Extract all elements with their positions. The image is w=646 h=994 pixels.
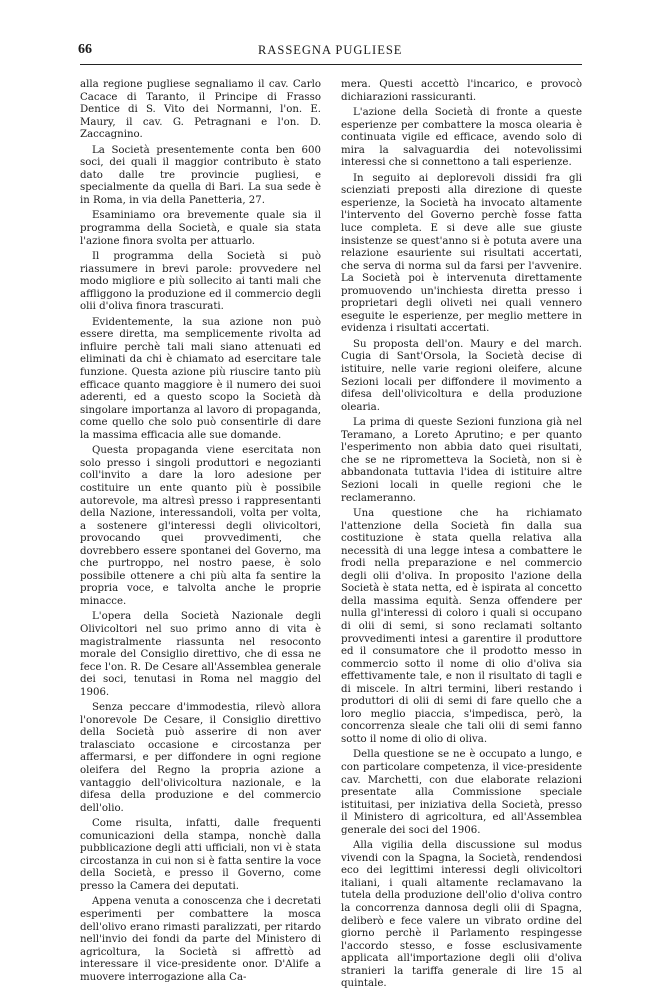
paragraph: Appena venuta a conoscenza che i decretati esperimenti per combattere la mosca dell'olivo erano rimasti paralizzati, per ritardo nell'invio dei fondi da parte del Ministero di agricoltura, la Società si affrettò ad interessare il vice-presidente onor. D'Alife a muovere interrogazione alla Ca- xyxy=(80,896,321,983)
paragraph: Alla vigilia della discussione sul modus vivendi con la Spagna, la Società, rendendosi eco dei legittimi interessi degli olivicoltori italiani, i quali altamente reclamavano la tutela della produzione dell'olio d'oliva contro la concorrenza dannosa degli olii di Spagna, deliberò e fece valere un vibrato ordine del giorno perchè il Parlamento respingesse l'accordo stesso, e fosse esclusivamente applicata all'importazione degli olii d'oliva stranieri la tariffa generale di lire 15 al quintale. xyxy=(341,840,582,990)
page-number: 66 xyxy=(78,42,92,57)
paragraph: Su proposta dell'on. Maury e del march. Cugia di Sant'Orsola, la Società decise di istituire, nelle varie regioni oleifere, alcune Sezioni locali per diffondere il movimento a difesa dell'olivicoltura e della produzione olearia. xyxy=(341,338,582,413)
paragraph: Della questione se ne è occupato a lungo, e con particolare competenza, il vice-presidente cav. Marchetti, con due elaborate relazioni presentate alla Commissione speciale istituitasi, per iniziativa della Società, presso il Ministero di agricoltura, ed all'Assemblea generale dei soci del 1906. xyxy=(341,749,582,836)
paragraph: Esaminiamo ora brevemente quale sia il programma della Società, e quale sia stata l'azione finora svolta per attuarlo. xyxy=(80,210,321,247)
header-rule xyxy=(80,64,582,65)
paragraph: La prima di queste Sezioni funziona già nel Teramano, a Loreto Aprutino; e per quanto l'esperimento non abbia dato quei risultati, che se ne ripromettevа la Società, non si è abbandonata tuttavia l'idea di istituire altre Sezioni locali in quelle regioni che le reclameranno. xyxy=(341,417,582,504)
paragraph: Una questione che ha richiamato l'attenzione della Società fin dalla sua costituzione è stata quella relativa alla necessità di una legge intesa a combattere le frodi nella preparazione e nel commercio degli olii d'oliva. In proposito l'azione della Società è stata netta, ed è ispirata al concetto della massima equità. Senza offendere per nulla gl'interessi di coloro i quali si occupano di olii di semi, si sono reclamati soltanto provvedimenti intesi a garentire il produttore ed il consumatore che il prodotto messo in commercio sotto il nome di olio d'oliva sia effettivamente tale, e non il risultato di tagli e di miscele. In altri termini, liberi restando i produttori di olii di semi di fare quello che a loro meglio piaccia, s'impedisca, però, la concorrenza sleale che tali olii di semi fanno sotto il nome di olio di oliva. xyxy=(341,508,582,745)
paragraph: Senza peccare d'immodestia, rilevò allora l'onorevole De Cesare, il Consiglio direttivo della Società può asserire di non aver tralasciato occasione e circostanza per affermarsi, e per diffondere in ogni regione oleifera del Regno la propria azione a vantaggio dell'olivicoltura nazionale, e la difesa della produzione e del commercio dell'olio. xyxy=(80,702,321,814)
page-header xyxy=(78,42,578,62)
paragraph: Questa propaganda viene esercitata non solo presso i singoli produttori e negozianti coll'invito a dare la loro adesione per costituire un ente quanto più è possibile autorevole, ma altresì presso i rappresentanti della Nazione, interessandoli, volta per volta, a sostenere gl'interessi degli olivicoltori, provocando quei provvedimenti, che dovrebbero essere spontanei del Governo, ma che purtroppo, nel nostro paese, è solo possibile ottenere a chi più alta fa sentire la propria voce, e talvolta anche le proprie minacce. xyxy=(80,445,321,607)
paragraph: La Società presentemente conta ben 600 soci, dei quali il maggior contributo è stato dato dalle tre provincie pugliesi, e specialmente da quella di Bari. La sua sede è in Roma, in via della Panetteria, 27. xyxy=(80,144,321,206)
paragraph: Evidentemente, la sua azione non può essere diretta, ma semplicemente rivolta ad influire perchè tali mali siano attenuati ed eliminati da chi è chiamato ad esercitare tale funzione. Questa azione più riuscire tanto più efficace quanto maggiore è il numero dei suoi aderenti, ed a questo scopo la Società dà singolare importanza al lavoro di propaganda, come quello che solo può consentirle di dare la massima efficacia alle sue domande. xyxy=(80,316,321,441)
right-column xyxy=(341,79,582,994)
paragraph: Come risulta, infatti, dalle frequenti comunicazioni della stampa, nonchè dalla pubblicazione degli atti ufficiali, non vi è stata circostanza in cui non si è fatta sentire la voce della Società, e presso il Governo, come presso la Camera dei deputati. xyxy=(80,818,321,892)
left-column xyxy=(80,79,321,987)
paragraph: In seguito ai deplorevoli dissidi fra gli scienziati preposti alla direzione di queste esperienze, la Società ha invocato altamente l'intervento del Governo perchè fosse fatta luce completa. E si deve alle sue giuste insistenze se quest'anno si è potuta avere una relazione esauriente sui risultati accertati, che serva di norma sul da farsi per l'avvenire. La Società poi è intervenuta direttamente promuovendo un'inchiesta diretta presso i proprietari degli oliveti nei quali vennero eseguite le esperienze, per meglio mettere in evidenza i risultati accertati. xyxy=(341,172,582,335)
paragraph: alla regione pugliese segnaliamo il cav. Carlo Cacace di Taranto, il Principe di Frasso Dentice di S. Vito dei Normanni, l'on. E. Maury, il cav. G. Petragnani e l'on. D. Zaccagnino. xyxy=(80,79,321,141)
paragraph: L'azione della Società di fronte a queste esperienze per combattere la mosca olearia è continuata vigile ed efficace, avendo solo di mira la salvaguardia dei notevolissimi interessi che si connettono a tali esperienze. xyxy=(341,107,582,169)
running-title: RASSEGNA PUGLIESE xyxy=(258,43,403,57)
paragraph: mera. Questi accettò l'incarico, e provocò dichiarazioni rassicuranti. xyxy=(341,79,582,103)
paragraph: L'opera della Società Nazionale degli Olivicoltori nel suo primo anno di vita è magistralmente riassunta nel resoconto morale del Consiglio direttivo, che di essa ne fece l'on. R. De Cesare all'Assemblea generale dei soci, tenutasi in Roma nel maggio del 1906. xyxy=(80,611,321,698)
paragraph: Il programma della Società si può riassumere in brevi parole: provvedere nel modo migliore e più sollecito ai tanti mali che affliggono la produzione ed il commercio degli olii d'oliva finora trascurati. xyxy=(80,251,321,313)
